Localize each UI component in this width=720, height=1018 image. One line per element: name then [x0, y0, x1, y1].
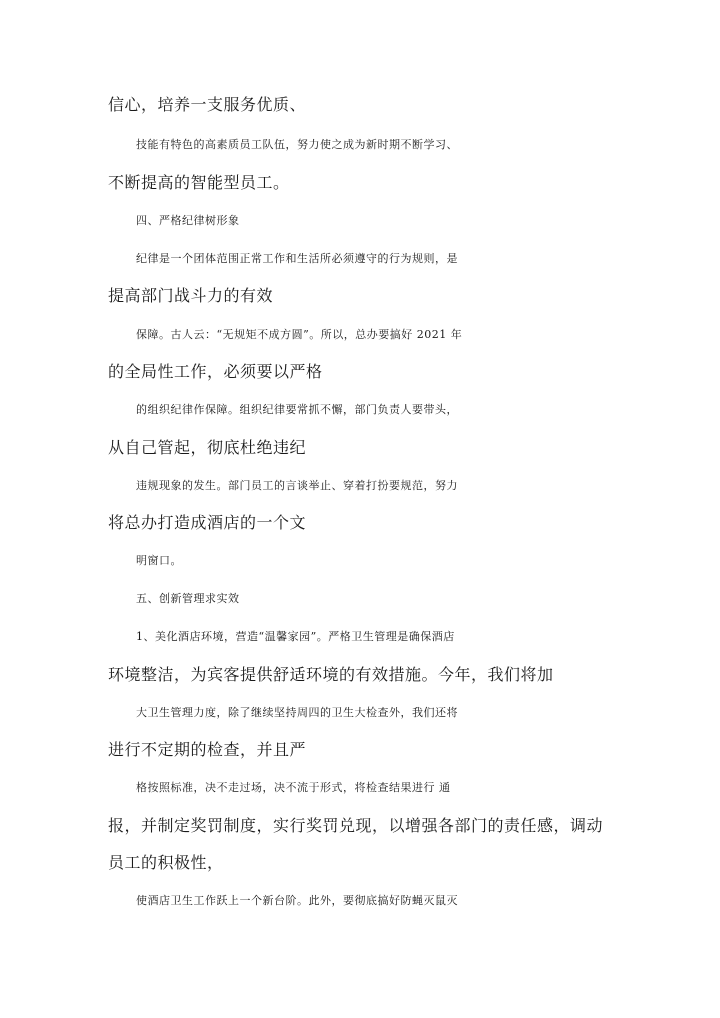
text-line: 明窗口。: [136, 554, 182, 567]
text-line: 员工的积极性，: [108, 853, 224, 872]
section-heading: 五、创新管理求实效: [136, 592, 240, 605]
text-line: 将总办打造成酒店的一个文: [108, 513, 307, 532]
text-line: 违规现象的发生。部门员工的言谈举止、穿着打扮要规范，努力: [136, 479, 458, 492]
text-line: 信心，培养一支服务优质、: [108, 95, 307, 114]
text-line: 大卫生管理力度，除了继续坚持周四的卫生大检查外，我们还将: [136, 706, 458, 719]
text-line: 不断提高的智能型员工。: [108, 173, 290, 192]
text-line: 报，并制定奖罚制度，实行奖罚兑现，以增强各部门的责任感，调动: [108, 816, 604, 835]
text-line: 技能有特色的高素质员工队伍，努力使之成为新时期不断学习、: [136, 138, 458, 151]
text-line: 格按照标准，决不走过场，决不流于形式，将检查结果进行 通: [136, 781, 451, 794]
section-heading: 四、严格纪律树形象: [136, 214, 240, 227]
text-line: 提高部门战斗力的有效: [108, 286, 274, 305]
text-line: 的组织纪律作保障。组织纪律要常抓不懈，部门负责人要带头，: [136, 403, 458, 416]
text-line: 保障。古人云：“无规矩不成方圆”。所以，总办要搞好 2021 年: [136, 328, 463, 341]
text-line: 从自己管起，彻底杜绝违纪: [108, 438, 307, 457]
text-line: 进行不定期的检查，并且严: [108, 740, 307, 759]
text-line: 1、美化酒店环境，营造“温馨家园”。严格卫生管理是确保酒店: [136, 630, 455, 643]
text-line: 使酒店卫生工作跃上一个新台阶。此外，要彻底搞好防蝇灭鼠灭: [136, 894, 458, 907]
text-line: 的全局性工作，必须要以严格: [108, 362, 323, 381]
text-line: 纪律是一个团体范围正常工作和生活所必须遵守的行为规则，是: [136, 252, 458, 265]
text-line: 环境整洁，为宾客提供舒适环境的有效措施。今年，我们将加: [108, 665, 554, 684]
